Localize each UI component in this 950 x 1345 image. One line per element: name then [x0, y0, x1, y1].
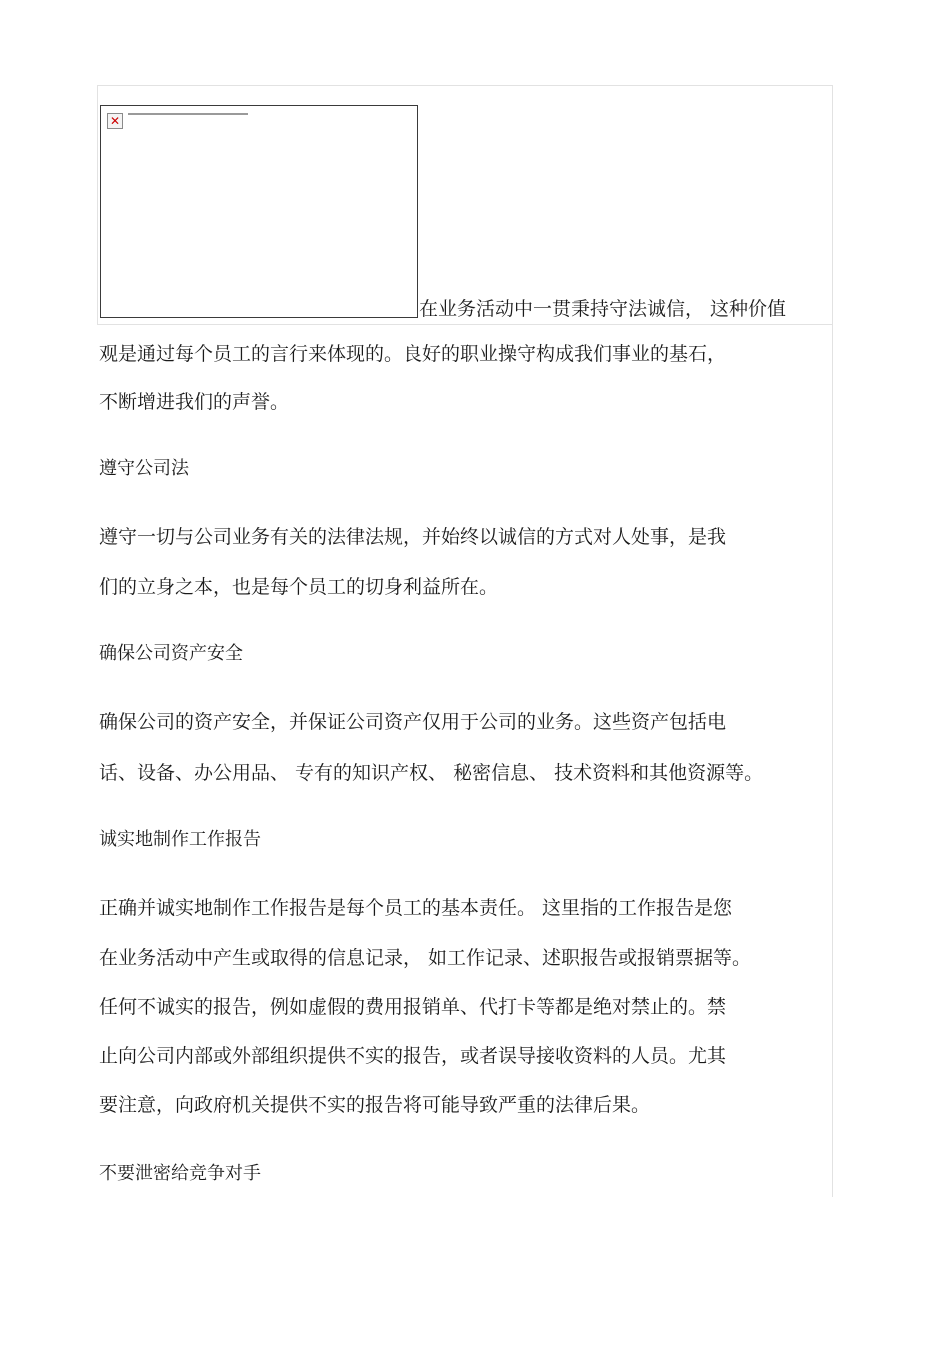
section-2-line-1: 确保公司的资产安全，并保证公司资产仅用于公司的业务。这些资产包括电 [99, 711, 727, 733]
section-3-line-4: 止向公司内部或外部组织提供不实的报告，或者误导接收资料的人员。尤其 [99, 1045, 727, 1067]
section-3-line-1: 正确并诚实地制作工作报告是每个员工的基本责任。 这里指的工作报告是您 [99, 897, 733, 919]
broken-image-placeholder [100, 105, 418, 318]
section-heading-no-leaks: 不要泄密给竞争对手 [99, 1163, 261, 1184]
section-heading-honest-reports: 诚实地制作工作报告 [99, 829, 261, 850]
section-heading-asset-security: 确保公司资产安全 [99, 643, 243, 664]
section-3-line-3: 任何不诚实的报告，例如虚假的费用报销单、代打卡等都是绝对禁止的。禁 [99, 996, 727, 1018]
broken-image-alt-text [128, 113, 248, 115]
table-frame-right-border [832, 325, 833, 1197]
broken-image-icon: ✕ [107, 113, 123, 129]
section-3-line-5: 要注意，向政府机关提供不实的报告将可能导致严重的法律后果。 [99, 1094, 651, 1116]
section-1-line-1: 遵守一切与公司业务有关的法律法规，并始终以诚信的方式对人处事，是我 [99, 526, 727, 548]
section-2-line-2: 话、设备、办公用品、 专有的知识产权、 秘密信息、 技术资料和其他资源等。 [99, 762, 764, 784]
section-1-line-2: 们的立身之本，也是每个员工的切身利益所在。 [99, 576, 499, 598]
section-heading-comply-law: 遵守公司法 [99, 458, 189, 479]
section-3-line-2: 在业务活动中产生或取得的信息记录， 如工作记录、述职报告或报销票据等。 [99, 947, 752, 969]
intro-line-3: 不断增进我们的声誉。 [99, 391, 290, 413]
intro-line-2: 观是通过每个员工的言行来体现的。良好的职业操守构成我们事业的基石， [99, 343, 727, 365]
intro-line-1: 在业务活动中一贯秉持守法诚信， 这种价值 [419, 298, 787, 320]
